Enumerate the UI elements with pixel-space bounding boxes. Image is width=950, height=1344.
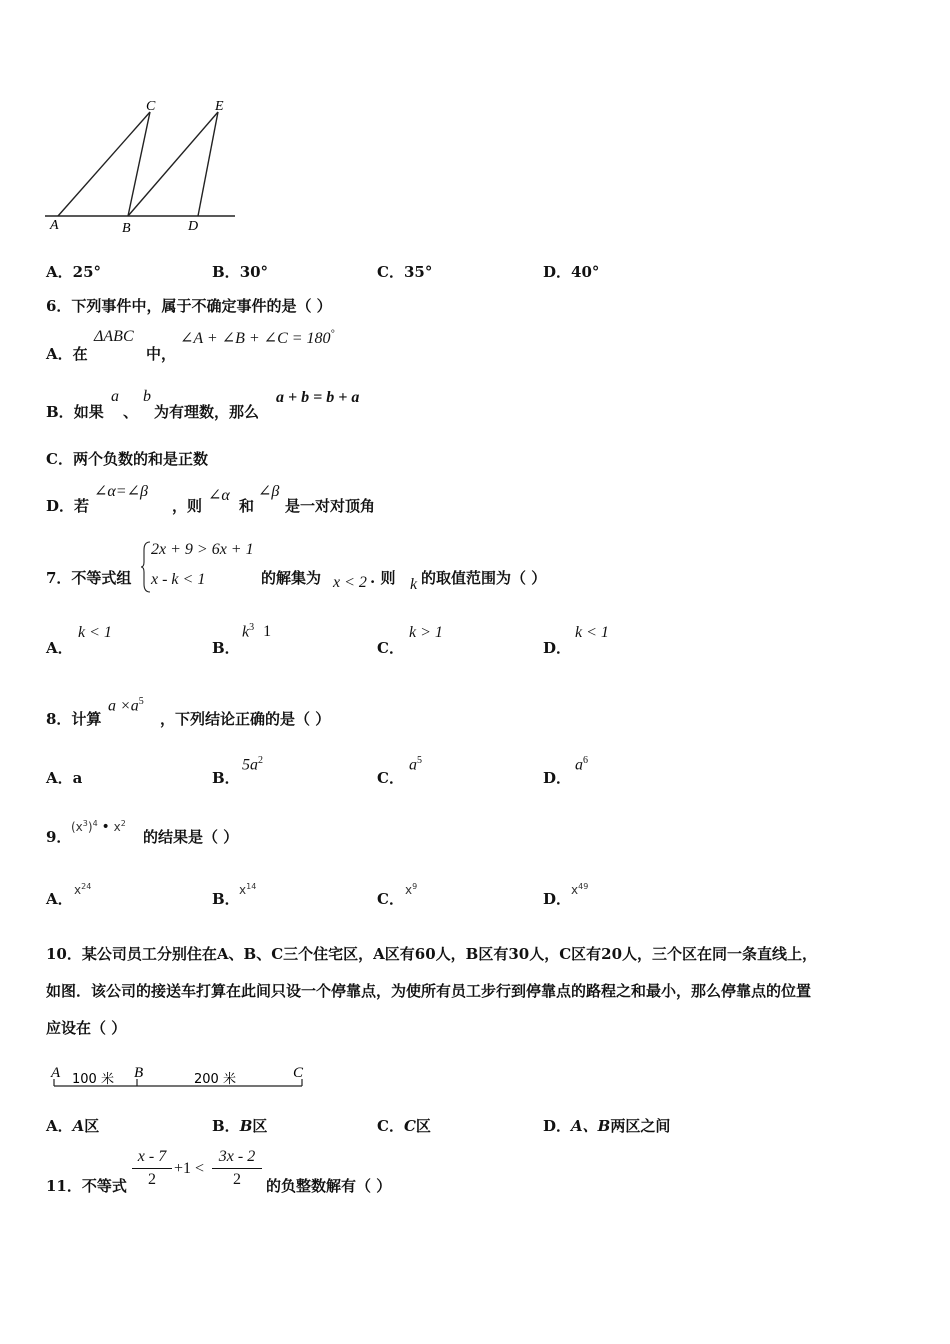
- q11-fraction-left-numerator: x - 7: [137, 1148, 167, 1165]
- q8-option-d-math: $a^6$: [575, 755, 588, 774]
- q10-distance-ab: 100 米: [72, 1072, 114, 1087]
- q5-option-a: A．25°: [46, 263, 102, 281]
- q6-option-d: D．若: [46, 497, 90, 515]
- q10-line1: 10．某公司员工分别住在A、B、C三个住宅区，A区有60人，B区有30人，C区有20人，三个区在同一条直线上，: [46, 945, 818, 963]
- q5-option-b: B．30°: [212, 263, 269, 281]
- q9-option-d: D．: [543, 890, 572, 908]
- q11-fraction-right: [212, 1148, 262, 1189]
- q10-option-a: A．A区: [46, 1117, 100, 1135]
- q7-option-b: B．: [212, 639, 240, 657]
- q11-number: 11．不等式: [46, 1177, 127, 1195]
- q6-b-expression: a + b = b + a: [276, 389, 360, 406]
- q9-option-a: A．: [46, 890, 73, 908]
- q7-line1: 2x + 9 > 6x + 1: [151, 541, 254, 558]
- q9-number: 9．: [46, 828, 72, 846]
- q8-post: ，下列结论正确的是（ ）: [160, 710, 331, 728]
- q10-label-b: B: [134, 1065, 144, 1081]
- q7-option-a: A．: [46, 639, 73, 657]
- q9-option-c: C．: [377, 890, 404, 908]
- label-D: D: [188, 219, 199, 234]
- q11-post: 的负整数解有（ ）: [266, 1177, 392, 1195]
- q7-condition: x < 2: [333, 574, 367, 591]
- q11-fraction-left-denominator: 2: [148, 1171, 156, 1188]
- q9-option-b-expr: $x^{14}$: [239, 882, 257, 897]
- q8-option-b-math: $5a^2$: [242, 755, 263, 774]
- q10-line3: 应设在（ ）: [46, 1019, 127, 1037]
- segment-DE: [198, 112, 218, 216]
- q7-mid: 的解集为: [261, 569, 322, 587]
- q8-expression: $a \times a^5$: [108, 696, 144, 715]
- q10-option-c: C．C区: [377, 1117, 431, 1135]
- q6-d-beta: ∠β: [258, 483, 280, 500]
- q10-option-b: B．B区: [212, 1117, 268, 1135]
- q7-option-c: C．: [377, 639, 404, 657]
- q10-label-c: C: [293, 1065, 304, 1081]
- q7-number: 7．不等式组: [46, 569, 132, 587]
- q11-fraction-right-numerator: 3x - 2: [218, 1148, 256, 1165]
- q10-label-a: A: [51, 1065, 61, 1081]
- q6-d-alpha: ∠α: [208, 487, 230, 504]
- q7-option-d-math: k < 1: [575, 624, 609, 641]
- q6-b-sep: 、: [123, 403, 139, 421]
- q8-option-c-math: $a^5$: [409, 755, 422, 774]
- q9-option-c-expr: $x^9$: [405, 882, 418, 897]
- q8-option-a: A．a: [46, 769, 83, 787]
- segment-AC: [58, 112, 150, 216]
- q9-post: 的结果是（ ）: [143, 828, 239, 846]
- q8-option-c: C．: [377, 769, 404, 787]
- q7-option-a-math: k < 1: [78, 624, 112, 641]
- q9-option-d-expr: $x^{49}$: [571, 882, 589, 897]
- q7-option-b-math: $k^3$ 1: [242, 622, 272, 641]
- q6-b-mid: 为有理数，那么: [154, 403, 260, 421]
- q6-stem: 6．下列事件中，属于不确定事件的是（ ）: [46, 297, 332, 315]
- q6-a-mid: 中，: [146, 345, 177, 363]
- q6-option-c: C．两个负数的和是正数: [46, 450, 208, 468]
- q11-fraction-left: [132, 1148, 172, 1189]
- q6-option-a: A．在: [46, 345, 88, 363]
- geometry-figure: [40, 95, 250, 245]
- q7-k: k: [410, 576, 418, 593]
- q6-a-triangle: ΔABC: [94, 328, 134, 345]
- label-E: E: [215, 99, 224, 114]
- q6-d-mid1: ，则: [172, 497, 203, 515]
- q6-d-mid2: 和: [239, 497, 255, 515]
- q9-option-a-expr: $x^{24}$: [74, 882, 92, 897]
- label-A: A: [50, 218, 59, 233]
- segment-BE: [128, 112, 218, 216]
- q6-d-equal-angles: ∠α=∠β: [94, 483, 148, 500]
- q11-plus-one: +1 <: [174, 1160, 205, 1177]
- segment-BC: [128, 112, 150, 216]
- q10-distance-diagram: [46, 1060, 316, 1096]
- q10-option-d: D．A、B两区之间: [543, 1117, 671, 1135]
- label-C: C: [146, 99, 156, 114]
- q6-a-angle-sum: ∠A + ∠B + ∠C = 180°: [180, 328, 335, 347]
- q7-option-c-math: k > 1: [409, 624, 443, 641]
- q8-number: 8．计算: [46, 710, 102, 728]
- q7-post: 的取值范围为（ ）: [421, 569, 547, 587]
- q7-mid2: . 则: [370, 569, 396, 587]
- label-B: B: [122, 221, 131, 236]
- q7-line2: x - k < 1: [151, 571, 206, 588]
- q10-distance-bc: 200 米: [194, 1072, 236, 1087]
- q10-line2: 如图．该公司的接送车打算在此间只设一个停靠点，为使所有员工步行到停靠点的路程之和最小，那么停靠点的位置: [46, 982, 812, 1000]
- q7-option-d: D．: [543, 639, 572, 657]
- q8-option-b: B．: [212, 769, 240, 787]
- q6-d-post: 是一对对顶角: [285, 497, 376, 515]
- q6-option-b: B．如果: [46, 403, 104, 421]
- q9-option-b: B．: [212, 890, 240, 908]
- q11-fraction-right-denominator: 2: [233, 1171, 241, 1188]
- q5-option-c: C．35°: [377, 263, 433, 281]
- q5-option-d: D．40°: [543, 263, 600, 281]
- q6-b-a: a: [111, 388, 119, 405]
- q9-expression: $(x^3)^4$ • $x^2$: [71, 819, 126, 835]
- q6-b-b: b: [143, 388, 151, 405]
- q8-option-d: D．: [543, 769, 572, 787]
